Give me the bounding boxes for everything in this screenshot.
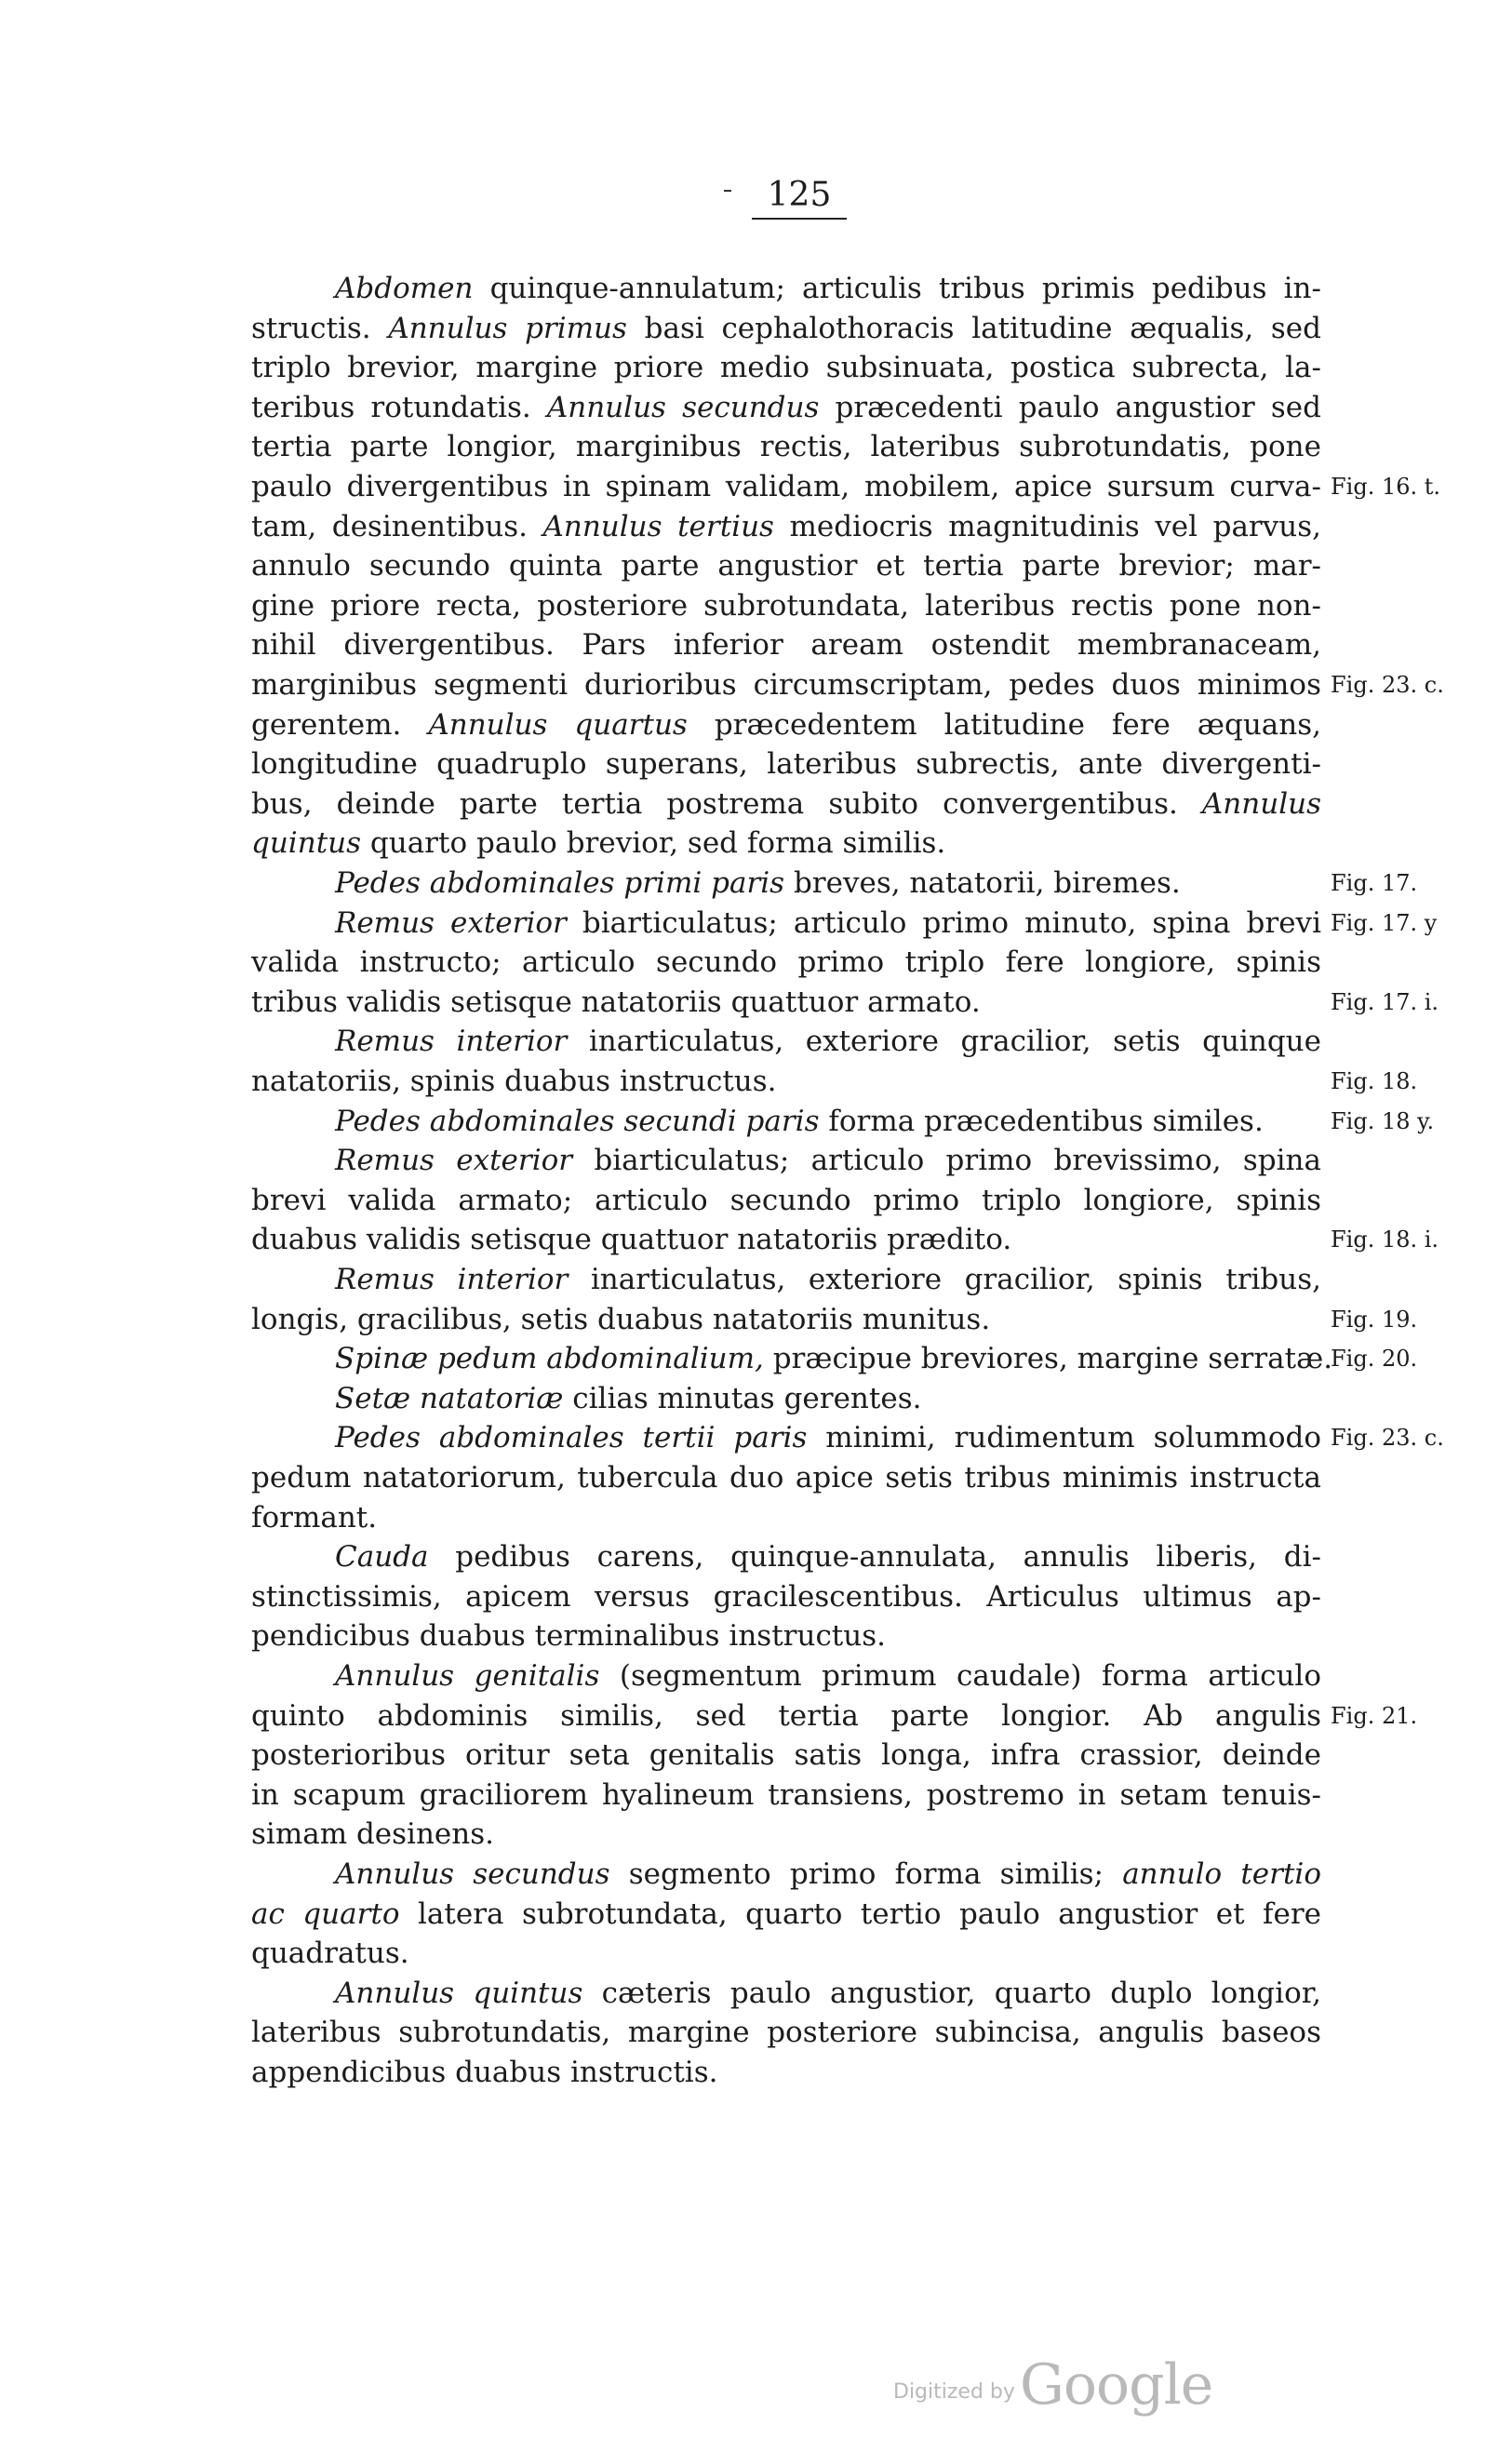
text-run: formant. — [251, 1500, 378, 1534]
text-run: inarticulatus, exteriore gracilior, setis quinque — [567, 1025, 1321, 1059]
text-line — [335, 864, 1321, 903]
text-line — [251, 1063, 1321, 1101]
text-line — [335, 1975, 1321, 2013]
text-line — [251, 310, 1321, 348]
italic-term: annulo tertio — [1122, 1857, 1321, 1891]
text-run: quarto paulo brevior, sed forma similis. — [361, 826, 946, 861]
text-line — [251, 1578, 1321, 1616]
text-line — [335, 270, 1321, 308]
figure-reference: Fig. 18. i. — [1331, 1226, 1439, 1253]
text-run: biarticulatus; articulo primo minuto, spina brevi — [566, 905, 1321, 940]
text-line — [335, 1261, 1321, 1299]
digitized-by-google — [893, 2352, 1212, 2427]
text-line — [251, 587, 1321, 625]
text-run: valida instructo; articulo secundo primo triplo fere longiore, spinis — [251, 945, 1321, 980]
text-run: longis, gracilibus, setis duabus natatoriis munitus. — [251, 1302, 991, 1336]
text-line — [251, 984, 1321, 1022]
text-line — [251, 1896, 1321, 1934]
text-run: gerentem. — [251, 707, 429, 742]
text-line — [251, 1776, 1321, 1815]
text-line — [335, 1340, 1333, 1378]
text-line — [335, 1856, 1321, 1894]
italic-term: Remus exterior — [335, 1144, 573, 1178]
text-run: structis. — [251, 311, 389, 345]
page-number: 125 — [752, 173, 847, 220]
text-line — [335, 1142, 1321, 1180]
text-run: simam desinens. — [251, 1817, 495, 1852]
text-run: tertia parte longior, marginibus rectis, lateribus subrotundatis, pone — [251, 430, 1321, 464]
figure-reference: Fig. 19. — [1331, 1306, 1418, 1333]
text-line — [251, 1617, 1321, 1655]
italic-term: Annulus quartus — [428, 707, 688, 742]
google-logo: Google — [1020, 2352, 1213, 2418]
text-run: appendicibus duabus instructis. — [251, 2056, 718, 2089]
text-line — [251, 508, 1321, 546]
text-line — [251, 1182, 1321, 1220]
figure-reference: Fig. 17. i. — [1331, 988, 1439, 1015]
text-run: quadratus. — [251, 1936, 409, 1971]
text-run: nihil divergentibus. Pars inferior aream ostendit membranaceam, — [251, 628, 1321, 663]
italic-term: Annulus tertius — [542, 509, 774, 543]
figure-reference: Fig. 20. — [1331, 1346, 1418, 1373]
text-line — [335, 1380, 1321, 1418]
figure-reference: Fig. 16. t. — [1331, 474, 1441, 500]
text-line — [251, 785, 1321, 824]
text-run: tribus validis setisque natatoriis quattuor armato. — [251, 985, 981, 1019]
italic-term: Setæ natatoriæ — [335, 1381, 564, 1415]
text-line — [251, 745, 1321, 784]
text-line — [251, 706, 1321, 744]
figure-reference: Fig. 23. c. — [1331, 1425, 1444, 1452]
text-run: lateribus subrotundatis, margine posteriore subincisa, angulis baseos — [251, 2016, 1321, 2050]
text-run: teribus rotundatis. — [251, 390, 547, 424]
text-line — [251, 666, 1321, 704]
text-line — [251, 1301, 1321, 1339]
figure-reference: Fig. 23. c. — [1331, 672, 1444, 698]
text-run: pedibus carens, quinque-annulata, annulis liberis, di- — [428, 1540, 1321, 1575]
text-line — [251, 349, 1321, 387]
text-line — [251, 2014, 1321, 2052]
text-run: minimi, rudimentum solummodo — [807, 1421, 1321, 1455]
italic-term: Annulus genitalis — [335, 1659, 600, 1693]
italic-term: Annulus secundus — [546, 390, 820, 424]
text-run: (segmentum primum caudale) forma articulo — [599, 1659, 1321, 1693]
text-line — [251, 389, 1321, 427]
text-line — [251, 1816, 1321, 1854]
text-run: marginibus segmenti durioribus circumscriptam, pedes duos minimos — [251, 668, 1321, 702]
text-line — [335, 1657, 1321, 1695]
text-run: brevi valida armato; articulo secundo primo triplo longiore, spinis — [251, 1183, 1321, 1217]
page-mark — [724, 190, 731, 192]
figure-reference: Fig. 17. — [1331, 870, 1418, 896]
text-line — [251, 1459, 1321, 1497]
italic-term: Pedes abdominales tertii paris — [335, 1421, 808, 1455]
text-line — [251, 824, 1321, 863]
text-line — [335, 1023, 1321, 1061]
text-line — [251, 468, 1321, 506]
italic-term: Pedes abdominales secundi paris — [335, 1104, 820, 1138]
text-run: cilias minutas gerentes. — [563, 1381, 922, 1415]
text-run: bus, deinde parte tertia postrema subito convergentibus. — [251, 786, 1202, 821]
italic-term: Remus exterior — [335, 905, 567, 940]
italic-term: Remus interior — [335, 1025, 568, 1059]
text-run: segmento primo forma similis; — [609, 1857, 1123, 1891]
figure-reference: Fig. 18. — [1331, 1068, 1418, 1094]
text-line — [251, 1736, 1321, 1775]
text-line — [335, 1419, 1321, 1457]
italic-term: Pedes abdominales primi paris — [335, 866, 785, 900]
text-run: basi cephalothoracis latitudine æqualis, sed — [626, 311, 1321, 345]
italic-term: Annulus primus — [388, 311, 627, 345]
text-run: cæteris paulo angustior, quarto duplo longior, — [582, 1976, 1321, 2010]
text-run: latera subrotundata, quarto tertio paulo angustior et fere — [399, 1896, 1322, 1931]
italic-term: Cauda — [335, 1540, 429, 1575]
text-run: tam, desinentibus. — [251, 509, 543, 543]
italic-term: Annulus — [1201, 786, 1321, 821]
digitized-label: Digitized by — [893, 2380, 1015, 2404]
text-line — [251, 428, 1321, 466]
text-run: triplo brevior, margine priore medio subsinuata, postica subrecta, la- — [251, 351, 1321, 385]
text-run: in scapum graciliorem hyalineum transiens, postremo in setam tenuis- — [251, 1777, 1321, 1812]
text-run: stinctissimis, apicem versus gracilescentibus. Articulus ultimus ap- — [251, 1579, 1321, 1614]
text-line — [251, 2054, 1321, 2092]
italic-term: Annulus secundus — [335, 1857, 610, 1891]
text-run: præcedentem latitudine fere æquans, — [687, 707, 1321, 742]
text-line — [251, 1697, 1321, 1735]
text-line — [251, 1221, 1321, 1259]
italic-term: Remus interior — [335, 1263, 569, 1296]
italic-term: Spinæ pedum abdominalium, — [335, 1342, 764, 1376]
text-line — [251, 547, 1321, 585]
text-run: præcipue breviores, margine serratæ. — [763, 1342, 1333, 1376]
italic-term: quintus — [251, 826, 362, 861]
text-run: breves, natatorii, biremes. — [784, 866, 1181, 900]
figure-reference: Fig. 18 y. — [1331, 1107, 1435, 1134]
text-run: quinto abdominis similis, sed tertia parte longior. Ab angulis — [251, 1698, 1321, 1733]
text-run: paulo divergentibus in spinam validam, mobilem, apice sursum curva- — [251, 470, 1321, 503]
text-line — [251, 1935, 1321, 1973]
text-run: pedum natatoriorum, tubercula duo apice setis tribus minimis instructa — [251, 1461, 1321, 1494]
text-line — [335, 1538, 1321, 1576]
text-line — [335, 905, 1321, 943]
text-run: mediocris magnitudinis vel parvus, — [773, 509, 1321, 543]
text-run: posterioribus oritur seta genitalis satis longa, infra crassior, deinde — [251, 1738, 1321, 1773]
figure-reference: Fig. 17. y — [1331, 909, 1438, 936]
text-run: duabus validis setisque quattuor natatoriis prædito. — [251, 1223, 1012, 1257]
text-run: pendicibus duabus terminalibus instructus. — [251, 1619, 886, 1654]
text-run: biarticulatus; articulo primo brevissimo, spina — [572, 1144, 1321, 1178]
text-line — [251, 1499, 1321, 1537]
italic-term: Annulus quintus — [335, 1976, 583, 2010]
text-run: gine priore recta, posteriore subrotundata, lateribus rectis pone non- — [251, 588, 1321, 623]
text-run: præcedenti paulo angustior sed — [819, 390, 1321, 424]
italic-term: Abdomen — [335, 272, 474, 305]
text-run: natatoriis, spinis duabus instructus. — [251, 1065, 777, 1098]
text-run: forma præcedentibus similes. — [819, 1104, 1264, 1138]
text-run: longitudine quadruplo superans, lateribus subrectis, ante divergenti- — [251, 747, 1321, 782]
text-run: annulo secundo quinta parte angustior et tertia parte brevior; mar- — [251, 549, 1321, 583]
text-run: quinque-annulatum; articulis tribus primis pedibus in- — [473, 272, 1321, 305]
italic-term: ac quarto — [251, 1896, 400, 1931]
text-line — [251, 944, 1321, 982]
figure-reference: Fig. 21. — [1331, 1702, 1418, 1729]
text-line — [335, 1103, 1321, 1141]
text-run: inarticulatus, exteriore gracilior, spinis tribus, — [568, 1263, 1321, 1296]
text-line — [251, 626, 1321, 664]
